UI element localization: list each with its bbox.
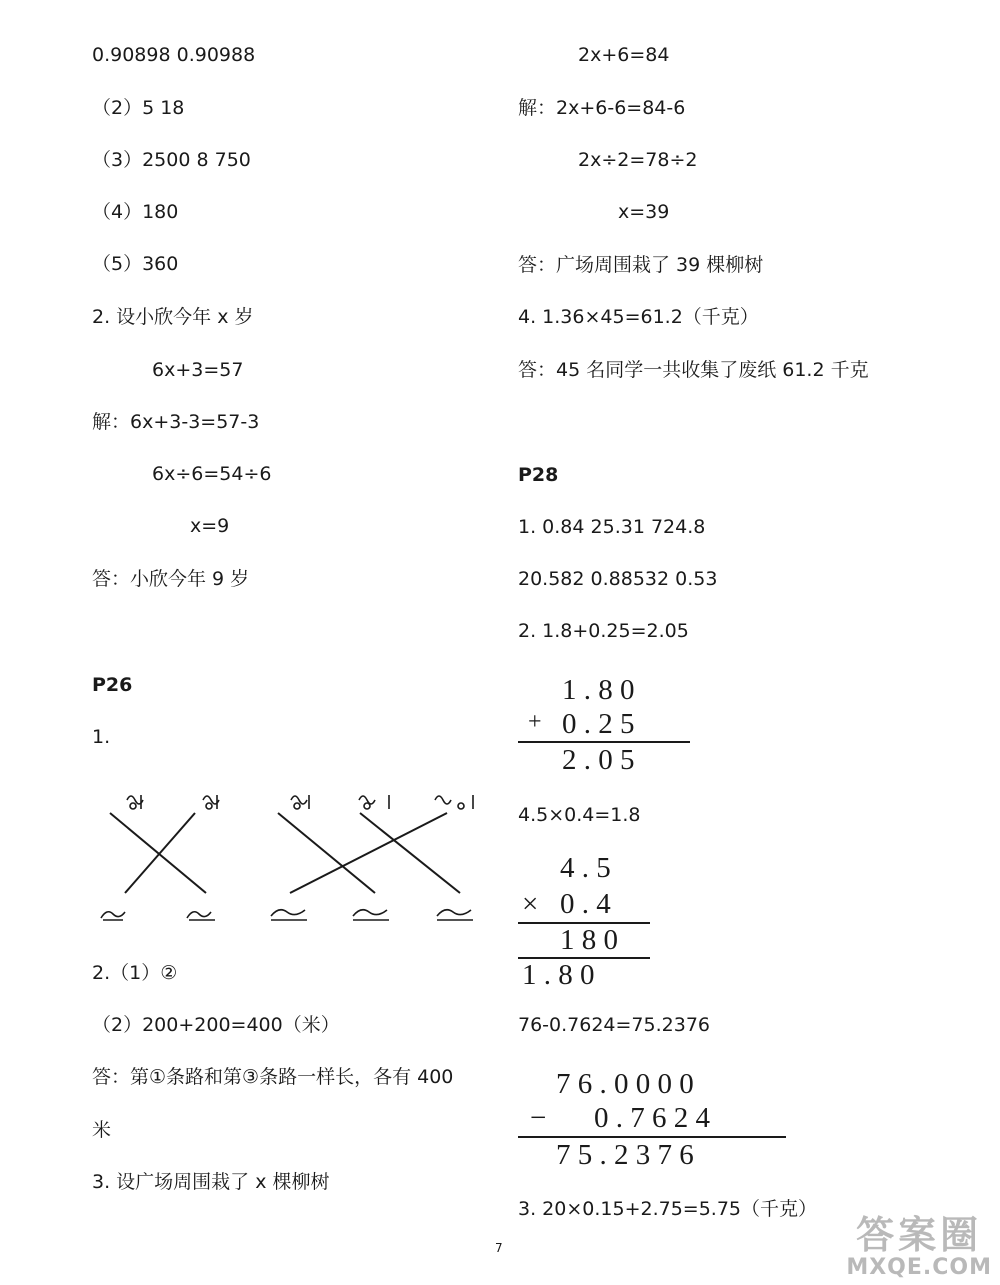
bottom-picture-5 (437, 910, 473, 920)
answer-statement: 答：第①条路和第③条路一样长，各有 400 (92, 1066, 454, 1088)
question-line: 4. 1.36×45=61.2（千克） (518, 306, 759, 328)
vertical-sub-rule (518, 1136, 786, 1138)
answer-line: （2）5 18 (92, 97, 185, 119)
answer-statement: 答：广场周围栽了 39 棵柳树 (518, 254, 764, 276)
match-line (125, 813, 195, 893)
top-picture-1 (127, 795, 143, 809)
vertical-sub-row2: 0 . 7 6 2 4 (594, 1102, 710, 1134)
bottom-picture-4 (353, 910, 389, 920)
equation-line: x=9 (190, 515, 230, 537)
vertical-add-rule (518, 741, 690, 743)
watermark-bottom-text: MXQE.COM (846, 1254, 992, 1280)
watermark-top-text: 答案圈 (856, 1213, 983, 1258)
match-line (278, 813, 375, 893)
top-picture-3 (291, 795, 309, 809)
vertical-sub-operator: − (530, 1102, 547, 1134)
page-number: 7 (495, 1241, 503, 1255)
vertical-add-operator: + (528, 709, 542, 735)
answer-statement-cont: 米 (92, 1119, 112, 1141)
answer-statement: 答：45 名同学一共收集了废纸 61.2 千克 (518, 359, 869, 381)
question-title: 3. 设广场周围栽了 x 棵柳树 (92, 1171, 330, 1193)
match-line (360, 813, 460, 893)
top-picture-4 (359, 795, 389, 809)
bottom-picture-3 (271, 910, 307, 920)
question-title: 2. 设小欣今年 x 岁 (92, 306, 254, 328)
question-line: 76-0.7624=75.2376 (518, 1014, 711, 1036)
equation-line: 2x÷2=78÷2 (578, 149, 698, 171)
question-line: 2.（1）② (92, 962, 178, 984)
vertical-mul-result: 1 . 8 0 (522, 959, 595, 991)
equation-line: 6x+3=57 (152, 359, 244, 381)
bottom-picture-2 (187, 912, 215, 920)
top-picture-5 (435, 795, 473, 809)
equation-line: 解：2x+6-6=84-6 (518, 97, 686, 119)
answer-line: （3）2500 8 750 (92, 149, 251, 171)
equation-line: 解：6x+3-3=57-3 (92, 411, 260, 433)
vertical-sub-row1: 7 6 . 0 0 0 0 (556, 1068, 694, 1100)
watermark-logo (846, 1213, 992, 1280)
vertical-sub-result: 7 5 . 2 3 7 6 (556, 1139, 694, 1171)
question-number: 1. (92, 726, 111, 748)
vertical-mul-operator: × (522, 888, 539, 920)
answer-line: 0.90898 0.90988 (92, 44, 256, 66)
bottom-picture-1 (101, 912, 125, 920)
vertical-add-row2: 0 . 2 5 (562, 708, 635, 740)
match-line (110, 813, 206, 893)
equation-line: 2x+6=84 (578, 44, 670, 66)
vertical-mul-partial: 1 8 0 (560, 924, 618, 956)
equation-line: x=39 (618, 201, 670, 223)
question-line: 2. 1.8+0.25=2.05 (518, 620, 689, 642)
vertical-mul-row2: 0 . 4 (560, 888, 611, 920)
vertical-add-row1: 1 . 8 0 (562, 674, 635, 706)
question-line: （2）200+200=400（米） (92, 1014, 340, 1036)
equation-line: 6x÷6=54÷6 (152, 463, 272, 485)
question-line: 3. 20×0.15+2.75=5.75（千克） (518, 1198, 818, 1220)
section-heading-p28: P28 (518, 464, 559, 486)
top-picture-2 (203, 795, 219, 809)
answer-line: （5）360 (92, 253, 179, 275)
vertical-mul-row1: 4 . 5 (560, 852, 611, 884)
answer-line: 1. 0.84 25.31 724.8 (518, 516, 706, 538)
section-heading-p26: P26 (92, 674, 133, 696)
answer-statement: 答：小欣今年 9 岁 (92, 568, 250, 590)
matching-figure (95, 780, 495, 930)
question-line: 4.5×0.4=1.8 (518, 804, 641, 826)
answer-line: 20.582 0.88532 0.53 (518, 568, 718, 590)
answer-line: （4）180 (92, 201, 179, 223)
match-line (290, 813, 447, 893)
vertical-add-result: 2 . 0 5 (562, 744, 635, 776)
